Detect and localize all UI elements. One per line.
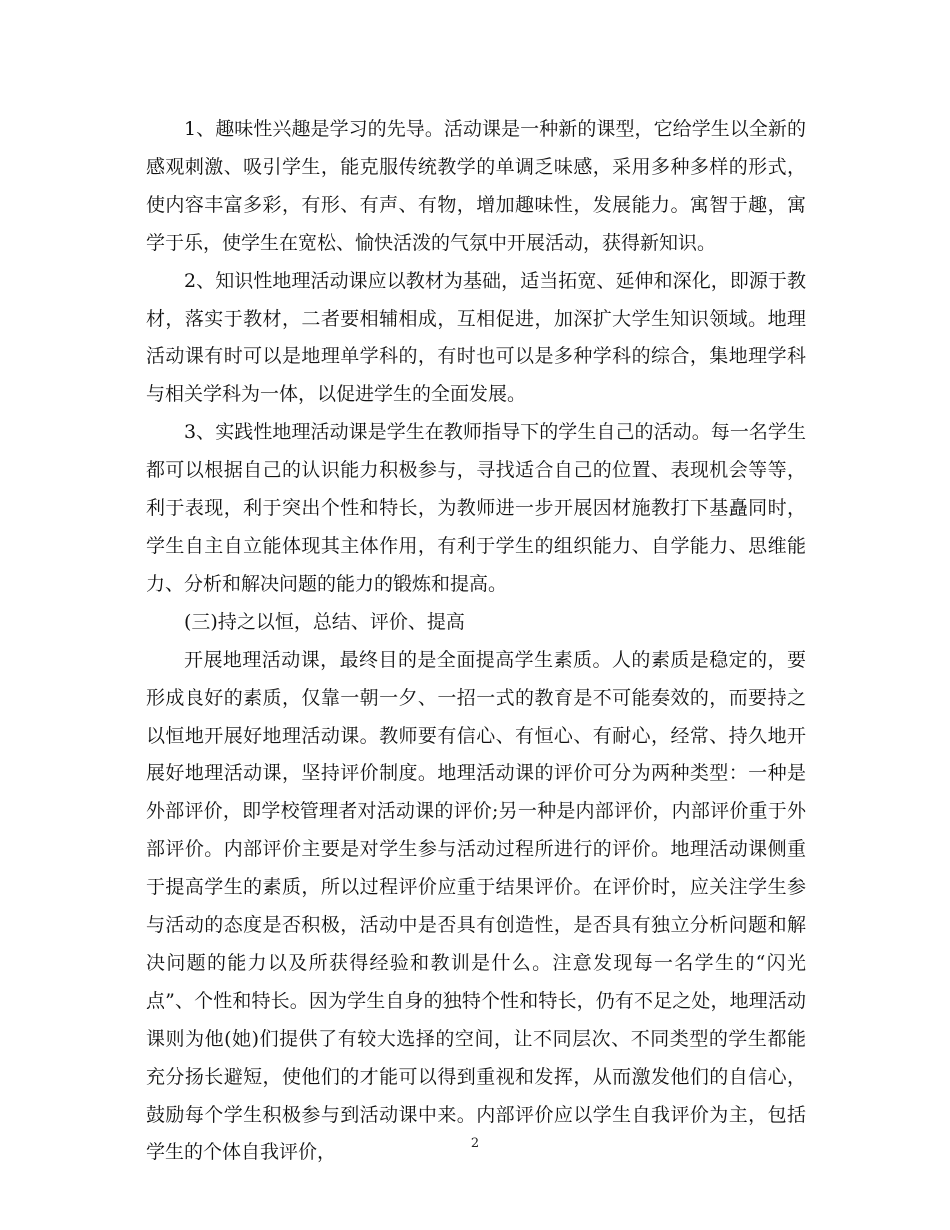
paragraph-practice: 3、实践性地理活动课是学生在教师指导下的学生自己的活动。每一名学生都可以根据自己的认识能力积极参与，寻找适合自己的位置、表现机会等等，利于表现，利于突出个性和特长，为教师进一步开展因材施教打下基矗同时，学生自主自立能体现其主体作用，有利于学生的组织能力、自学能力、思维能力、分析和解决问题的能力的锻炼和提高。 xyxy=(146,421,806,595)
document-body xyxy=(146,111,806,1172)
section-heading: (三)持之以恒，总结、评价、提高 xyxy=(184,610,465,633)
paragraph-interest: 1、趣味性兴趣是学习的先导。活动课是一种新的课型，它给学生以全新的感观刺激、吸引学生，能克服传统教学的单调乏味感，采用多种多样的形式，使内容丰富多彩，有形、有声、有物，增加趣味性，发展能力。寓智于趣，寓学于乐，使学生在宽松、愉快活泼的气氛中开展活动，获得新知识。 xyxy=(146,118,806,254)
paragraph-knowledge: 2、知识性地理活动课应以教材为基础，适当拓宽、延伸和深化，即源于教材，落实于教材，二者要相辅相成，互相促进，加深扩大学生知识领域。地理活动课有时可以是地理单学科的，有时也可以是多种学科的综合，集地理学科与相关学科为一体，以促进学生的全面发展。 xyxy=(146,269,806,406)
paragraph-evaluation: 开展地理活动课，最终目的是全面提高学生素质。人的素质是稳定的，要形成良好的素质，仅靠一朝一夕、一招一式的教育是不可能奏效的，而要持之以恒地开展好地理活动课。教师要有信心、有恒心、有耐心，经常、持久地开展好地理活动课，坚持评价制度。地理活动课的评价可分为两种类型：一种是外部评价，即学校管理者对活动课的评价;另一种是内部评价，内部评价重于外部评价。内部评价主要是对学生参与活动过程所进行的评价。地理活动课侧重于提高学生的素质，所以过程评价应重于结果评价。在评价时，应关注学生参与活动的态度是否积极，活动中是否具有创造性，是否具有独立分析问题和解决问题的能力以及所获得经验和教训是什么。注意发现每一名学生的“闪光点”、个性和特长。因为学生自身的独特个性和特长，仍有不足之处，地理活动课则为他(她)们提供了有较大选择的空间，让不同层次、不同类型的学生都能充分扬长避短，使他们的才能可以得到重视和发挥，从而激发他们的自信心，鼓励每个学生积极参与到活动课中来。内部评价应以学生自我评价为主，包括学生的个体自我评价， xyxy=(146,648,806,1164)
page-number: 2 xyxy=(470,1136,480,1151)
